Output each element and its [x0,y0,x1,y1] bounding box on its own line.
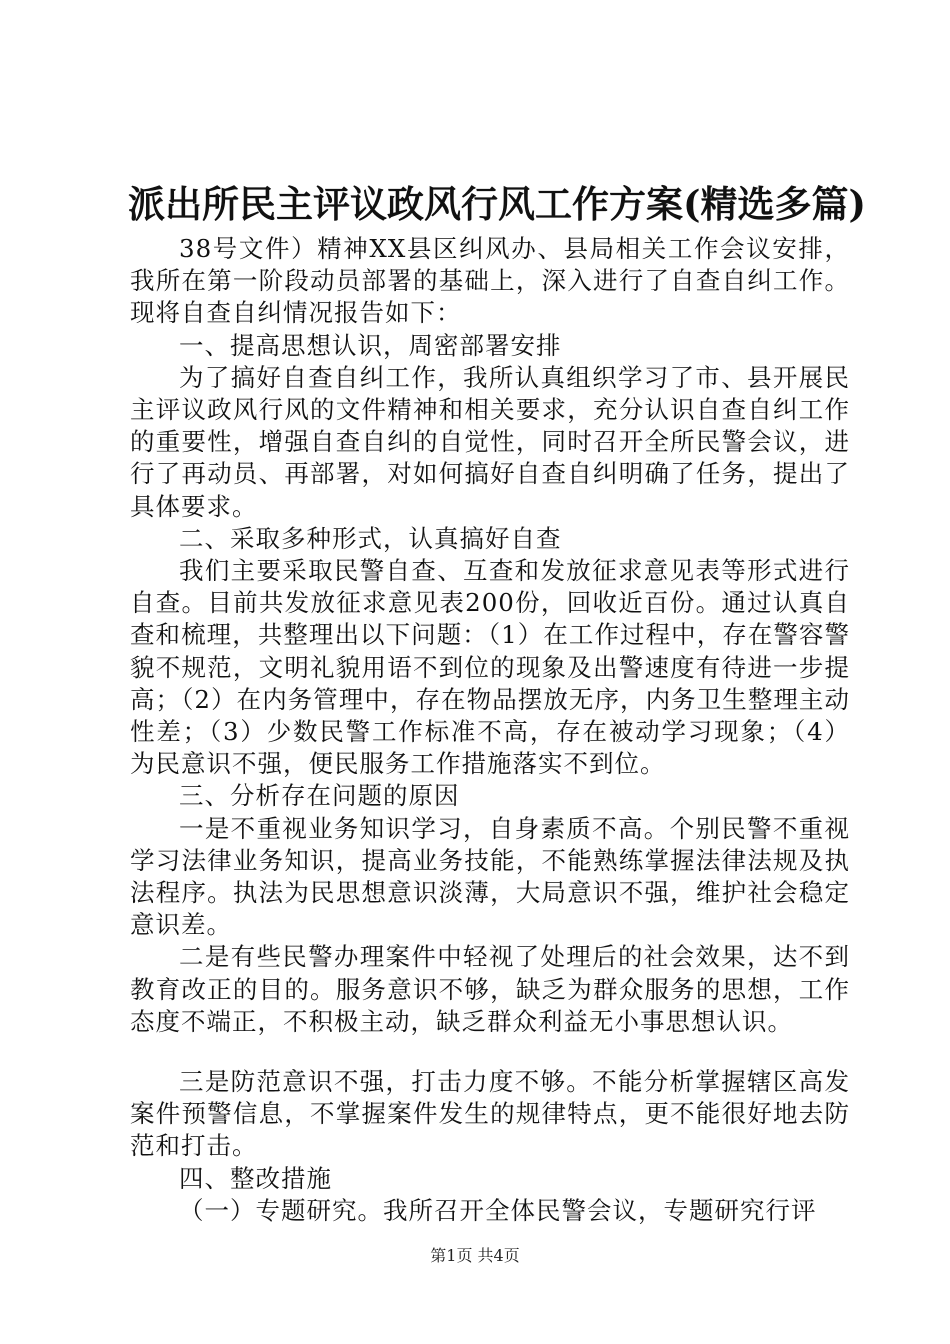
document-title: 派出所民主评议政风行风工作方案(精选多篇) [128,182,867,226]
section-heading-4: 四、整改措施 [179,1163,332,1193]
section-heading-3: 三、分析存在问题的原因 [179,781,460,811]
section-heading-2: 二、采取多种形式，认真搞好自查 [179,523,562,553]
page-footer: 第1页 共4页 [430,1246,520,1265]
paragraph-intro: 38号文件）精神XX县区纠风办、县局相关工作会议安排，我所在第一阶段动员部署的基础上，深入进行了自查自纠工作。现将自查自纠情况报告如下： [130,234,850,328]
paragraph-section-2: 我们主要采取民警自查、互查和发放征求意见表等形式进行自查。目前共发放征求意见表200份，回收近百份。通过认真自查和梳理，共整理出以下问题：（1）在工作过程中，存在警容警貌不规范，文明礼貌用语不到位的现象及出警速度有待进一步提高；（2）在内务管理中，存在物品摆放无序，内务卫生整理主动性差；（3）少数民警工作标准不高，存在被动学习现象；（4）为民意识不强，便民服务工作措施落实不到位。 [130,556,850,779]
paragraph-cause-2: 二是有些民警办理案件中轻视了处理后的社会效果，达不到教育改正的目的。服务意识不够，缺乏为群众服务的思想，工作态度不端正，不积极主动，缺乏群众利益无小事思想认识。 [130,942,850,1036]
paragraph-cause-3: 三是防范意识不强，打击力度不够。不能分析掌握辖区高发案件预警信息，不掌握案件发生的规律特点，更不能很好地去防范和打击。 [130,1067,850,1161]
section-heading-1: 一、提高思想认识，周密部署安排 [179,330,562,360]
document-body [130,233,850,1227]
paragraph-gap [130,1038,850,1066]
paragraph-cause-1: 一是不重视业务知识学习，自身素质不高。个别民警不重视学习法律业务知识，提高业务技能，不能熟练掌握法律法规及执法程序。执法为民思想意识淡薄，大局意识不强，维护社会稳定意识差。 [130,813,850,940]
paragraph-measure-1: （一）专题研究。我所召开全体民警会议，专题研究行评 [179,1195,817,1225]
paragraph-section-1: 为了搞好自查自纠工作，我所认真组织学习了市、县开展民主评议政风行风的文件精神和相关要求，充分认识自查自纠工作的重要性，增强自查自纠的自觉性，同时召开全所民警会议，进行了再动员、再部署，对如何搞好自查自纠明确了任务，提出了具体要求。 [130,362,850,521]
